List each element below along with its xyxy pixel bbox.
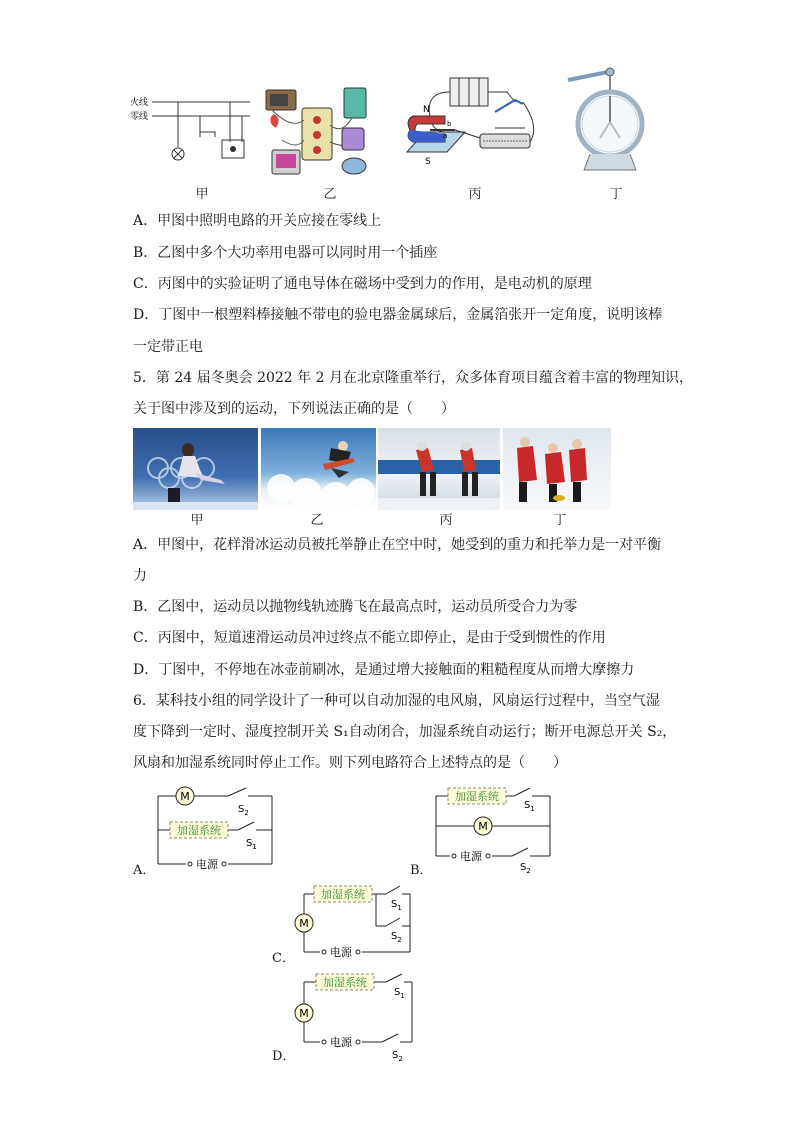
switch-s1-label: $S_1$: [524, 800, 535, 813]
motor-label: M: [180, 790, 190, 803]
figure-label-ding: 丁: [609, 187, 623, 202]
q5-option-c: C．丙图中，短道速滑运动员冲过终点不能立即停止，是由于受到惯性的作用: [133, 630, 606, 646]
circuit-c-label: C．: [272, 951, 295, 966]
humidifier-label: 加湿系统: [321, 888, 365, 901]
q4-option-d-cont: 一定带正电: [133, 339, 203, 355]
power-label: 电源: [330, 946, 352, 959]
switch-s1-label: $S_1$: [394, 987, 405, 1000]
q5-stem-line-2: 关于图中涉及到的运动，下列说法正确的是（ ）: [133, 401, 455, 417]
motor-label: M: [299, 917, 309, 930]
photo-label-ding: 丁: [553, 513, 567, 528]
photo-label-jia: 甲: [190, 513, 204, 528]
circuit-a-diagram: [150, 782, 280, 874]
pole-s-label: S: [425, 157, 431, 167]
switch-s1-label: $S_1$: [391, 899, 402, 912]
power-label: 电源: [330, 1036, 352, 1049]
switch-s2-label: $S_2$: [520, 862, 531, 874]
switch-s2-label: $S_2$: [392, 1050, 403, 1062]
photo-curling: [503, 428, 611, 510]
photo-label-bing: 丙: [439, 513, 453, 528]
q5-option-a: A．甲图中，花样滑冰运动员被托举静止在空中时，她受到的重力和托举力是一对平衡: [133, 537, 662, 553]
figure-label-jia: 甲: [195, 187, 209, 202]
q4-option-d: D．丁图中一根塑料棒接触不带电的验电器金属球后，金属箔张开一定角度，说明该棒: [133, 307, 663, 323]
switch-s2-label: $S_2$: [238, 804, 249, 817]
figure-label-yi: 乙: [323, 187, 337, 202]
switch-icon: [495, 100, 523, 112]
power-label: 电源: [460, 850, 482, 863]
q4-option-b: B．乙图中多个大功率用电器可以同时用一个插座: [133, 245, 438, 261]
figure-jia-wiring: [130, 92, 255, 182]
figure-label-bing: 丙: [468, 187, 482, 202]
switch-s1-label: $S_1$: [246, 838, 257, 851]
q6-stem-line-3: 风扇和加湿系统同时停止工作。则下列电路符合上述特点的是（ ）: [133, 755, 567, 771]
photo-label-yi: 乙: [310, 513, 324, 528]
photo-snowboarding: [261, 428, 376, 510]
power-label: 电源: [196, 858, 218, 871]
plastic-rod-icon: [568, 72, 608, 80]
rail-a-label: a: [443, 132, 448, 140]
q4-option-c: C．丙图中的实验证明了通电导体在磁场中受到力的作用，是电动机的原理: [133, 276, 592, 292]
photo-short-track-speed-skating: [378, 428, 500, 510]
rail-b-label: b: [447, 120, 452, 128]
humidifier-label: 加湿系统: [455, 790, 499, 803]
motor-label: M: [478, 820, 488, 833]
motor-label: M: [299, 1007, 309, 1020]
switch-s2-label: $S_2$: [391, 931, 402, 944]
circuit-a-label: A．: [133, 863, 156, 878]
humidifier-label: 加湿系统: [323, 976, 367, 989]
q5-option-a-cont: 力: [133, 568, 147, 584]
q6-stem-line-2: 度下降到一定时、湿度控制开关 S₁自动闭合，加湿系统自动运行；断开电源总开关 S₂，: [133, 724, 677, 740]
q5-stem-line-1: 5．第 24 届冬奥会 2022 年 2 月在北京隆重举行，众多体育项目蕴含着丰富的物理知识，: [133, 370, 693, 386]
q5-option-b: B．乙图中，运动员以抛物线轨迹腾飞在最高点时，运动员所受合力为零: [133, 599, 578, 615]
q6-stem-line-1: 6．某科技小组的同学设计了一种可以自动加湿的电风扇，风扇运行过程中，当空气湿: [133, 693, 660, 709]
q5-option-d: D．丁图中，不停地在冰壶前刷冰，是通过增大接触面的粗糙程度从而增大摩擦力: [133, 662, 635, 678]
q4-option-a: A．甲图中照明电路的开关应接在零线上: [133, 213, 382, 229]
photo-figure-skating: [133, 428, 258, 510]
figure-bing-motor-experiment: [395, 72, 545, 182]
live-wire-label: 火线: [130, 98, 149, 108]
circuit-b-label: B．: [410, 863, 433, 878]
neutral-wire-label: 零线: [130, 112, 149, 122]
circuit-c-diagram: [290, 878, 420, 968]
humidifier-label: 加湿系统: [177, 824, 221, 837]
figure-ding-electroscope: [548, 66, 668, 181]
circuit-d-label: D．: [272, 1049, 296, 1064]
circuit-b-diagram: [428, 782, 558, 874]
circuit-d-diagram: [290, 966, 420, 1062]
figure-yi-overloaded-socket: [262, 80, 382, 184]
pole-n-label: N: [423, 105, 430, 115]
